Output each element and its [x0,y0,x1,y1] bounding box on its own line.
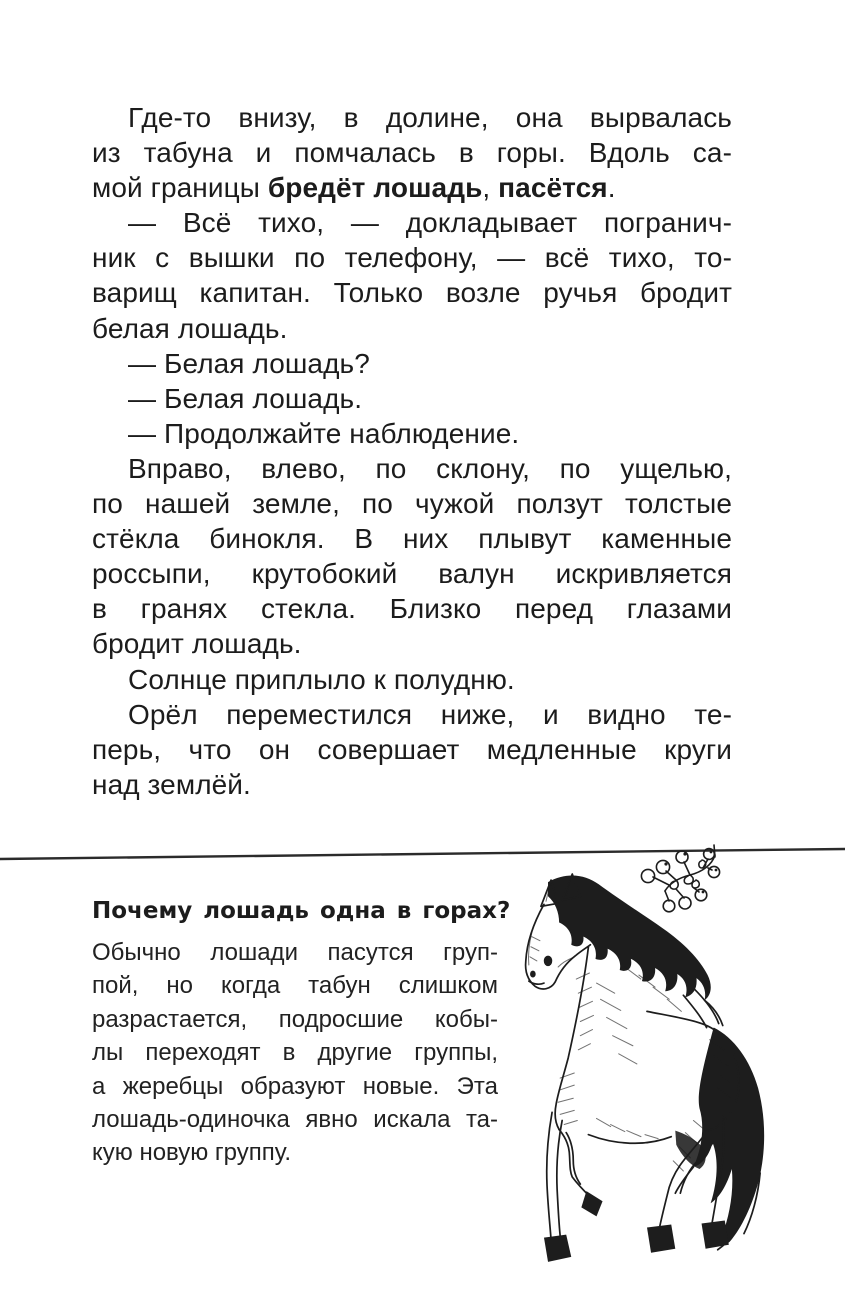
fact-box [92,897,511,1170]
paragraph [92,346,732,381]
text-segment: Орёл переместился ниже, и видно те- [128,698,732,730]
text-line [92,311,732,346]
emphasis-text: бредёт лошадь [267,172,483,204]
text-segment: . [607,172,616,204]
paragraph [92,451,732,662]
text-segment: белая лошадь. [92,312,288,344]
fact-body [92,936,498,1170]
text-segment: ник с вышки по телефону, — всё тихо, то- [92,242,732,274]
text-segment: — Белая лошадь. [128,382,363,414]
text-segment: — Продолжайте наблюдение. [128,417,520,449]
text-segment: мой границы [92,172,268,204]
text-line [92,1103,498,1136]
text-segment: россыпи, крутобокий валун искривляется [92,558,732,590]
text-segment: — Всё тихо, — докладывает погранич- [128,207,732,239]
text-line [92,486,732,521]
text-segment: , [482,172,499,204]
paragraph [92,697,732,802]
text-segment: стёкла бинокля. В них плывут каменные [92,523,732,555]
text-segment: пой, но когда табун слишком [92,972,498,1000]
paragraph [92,416,732,451]
text-segment: — Белая лошадь? [128,347,370,379]
text-segment: Солнце приплыло к полудню. [128,663,515,695]
text-line [92,767,732,802]
text-line [92,1136,498,1169]
text-segment: кую новую группу. [92,1139,292,1167]
text-line [92,969,498,1002]
text-segment: лы переходят в другие группы, [92,1039,498,1067]
text-segment: варищ капитан. Только возле ручья бродит [92,277,732,309]
text-line [92,205,732,240]
text-segment: а жеребцы образуют новые. Эта [92,1072,498,1100]
text-segment: Вправо, влево, по склону, по ущелью, [128,452,732,484]
text-segment: из табуна и помчалась в горы. Вдоль са- [92,137,732,169]
paragraph [92,936,498,1170]
text-line [92,1070,498,1103]
text-segment: Где-то внизу, в долине, она вырвалась [128,102,732,133]
text-line [92,732,732,767]
horse-sketch-icon [494,870,800,1274]
text-line [92,100,732,135]
story-text [92,100,732,802]
text-line [92,346,732,381]
text-line [92,275,732,310]
text-line [92,170,732,205]
text-line [92,1003,498,1036]
text-segment: лошадь-одиночка явно искала та- [92,1106,498,1134]
text-line [92,135,732,170]
emphasis-text: пасётся [498,172,608,204]
text-line [92,240,732,275]
paragraph [92,205,732,345]
text-segment: перь, что он совершает медленные круги [92,733,732,765]
text-line [92,556,732,591]
text-segment: по нашей земле, по чужой ползут толстые [92,488,732,520]
horse-illustration [494,870,800,1274]
text-line [92,626,732,661]
text-line [92,416,732,451]
text-line [92,662,732,697]
text-line [92,591,732,626]
text-line [92,451,732,486]
text-segment: Обычно лошади пасутся груп- [92,939,498,966]
paragraph [92,381,732,416]
text-segment: над землёй. [92,768,251,800]
text-line [92,936,498,969]
text-segment: бродит лошадь. [92,628,302,660]
text-line [92,521,732,556]
paragraph [92,100,732,205]
text-line [92,697,732,732]
fact-title: Почему лошадь одна в горах? [92,898,511,924]
text-line [92,381,732,416]
text-line [92,1036,498,1069]
paragraph [92,662,732,697]
text-segment: в гранях стекла. Близко перед глазами [92,593,732,625]
text-segment: разрастается, подросшие кобы- [92,1005,498,1033]
